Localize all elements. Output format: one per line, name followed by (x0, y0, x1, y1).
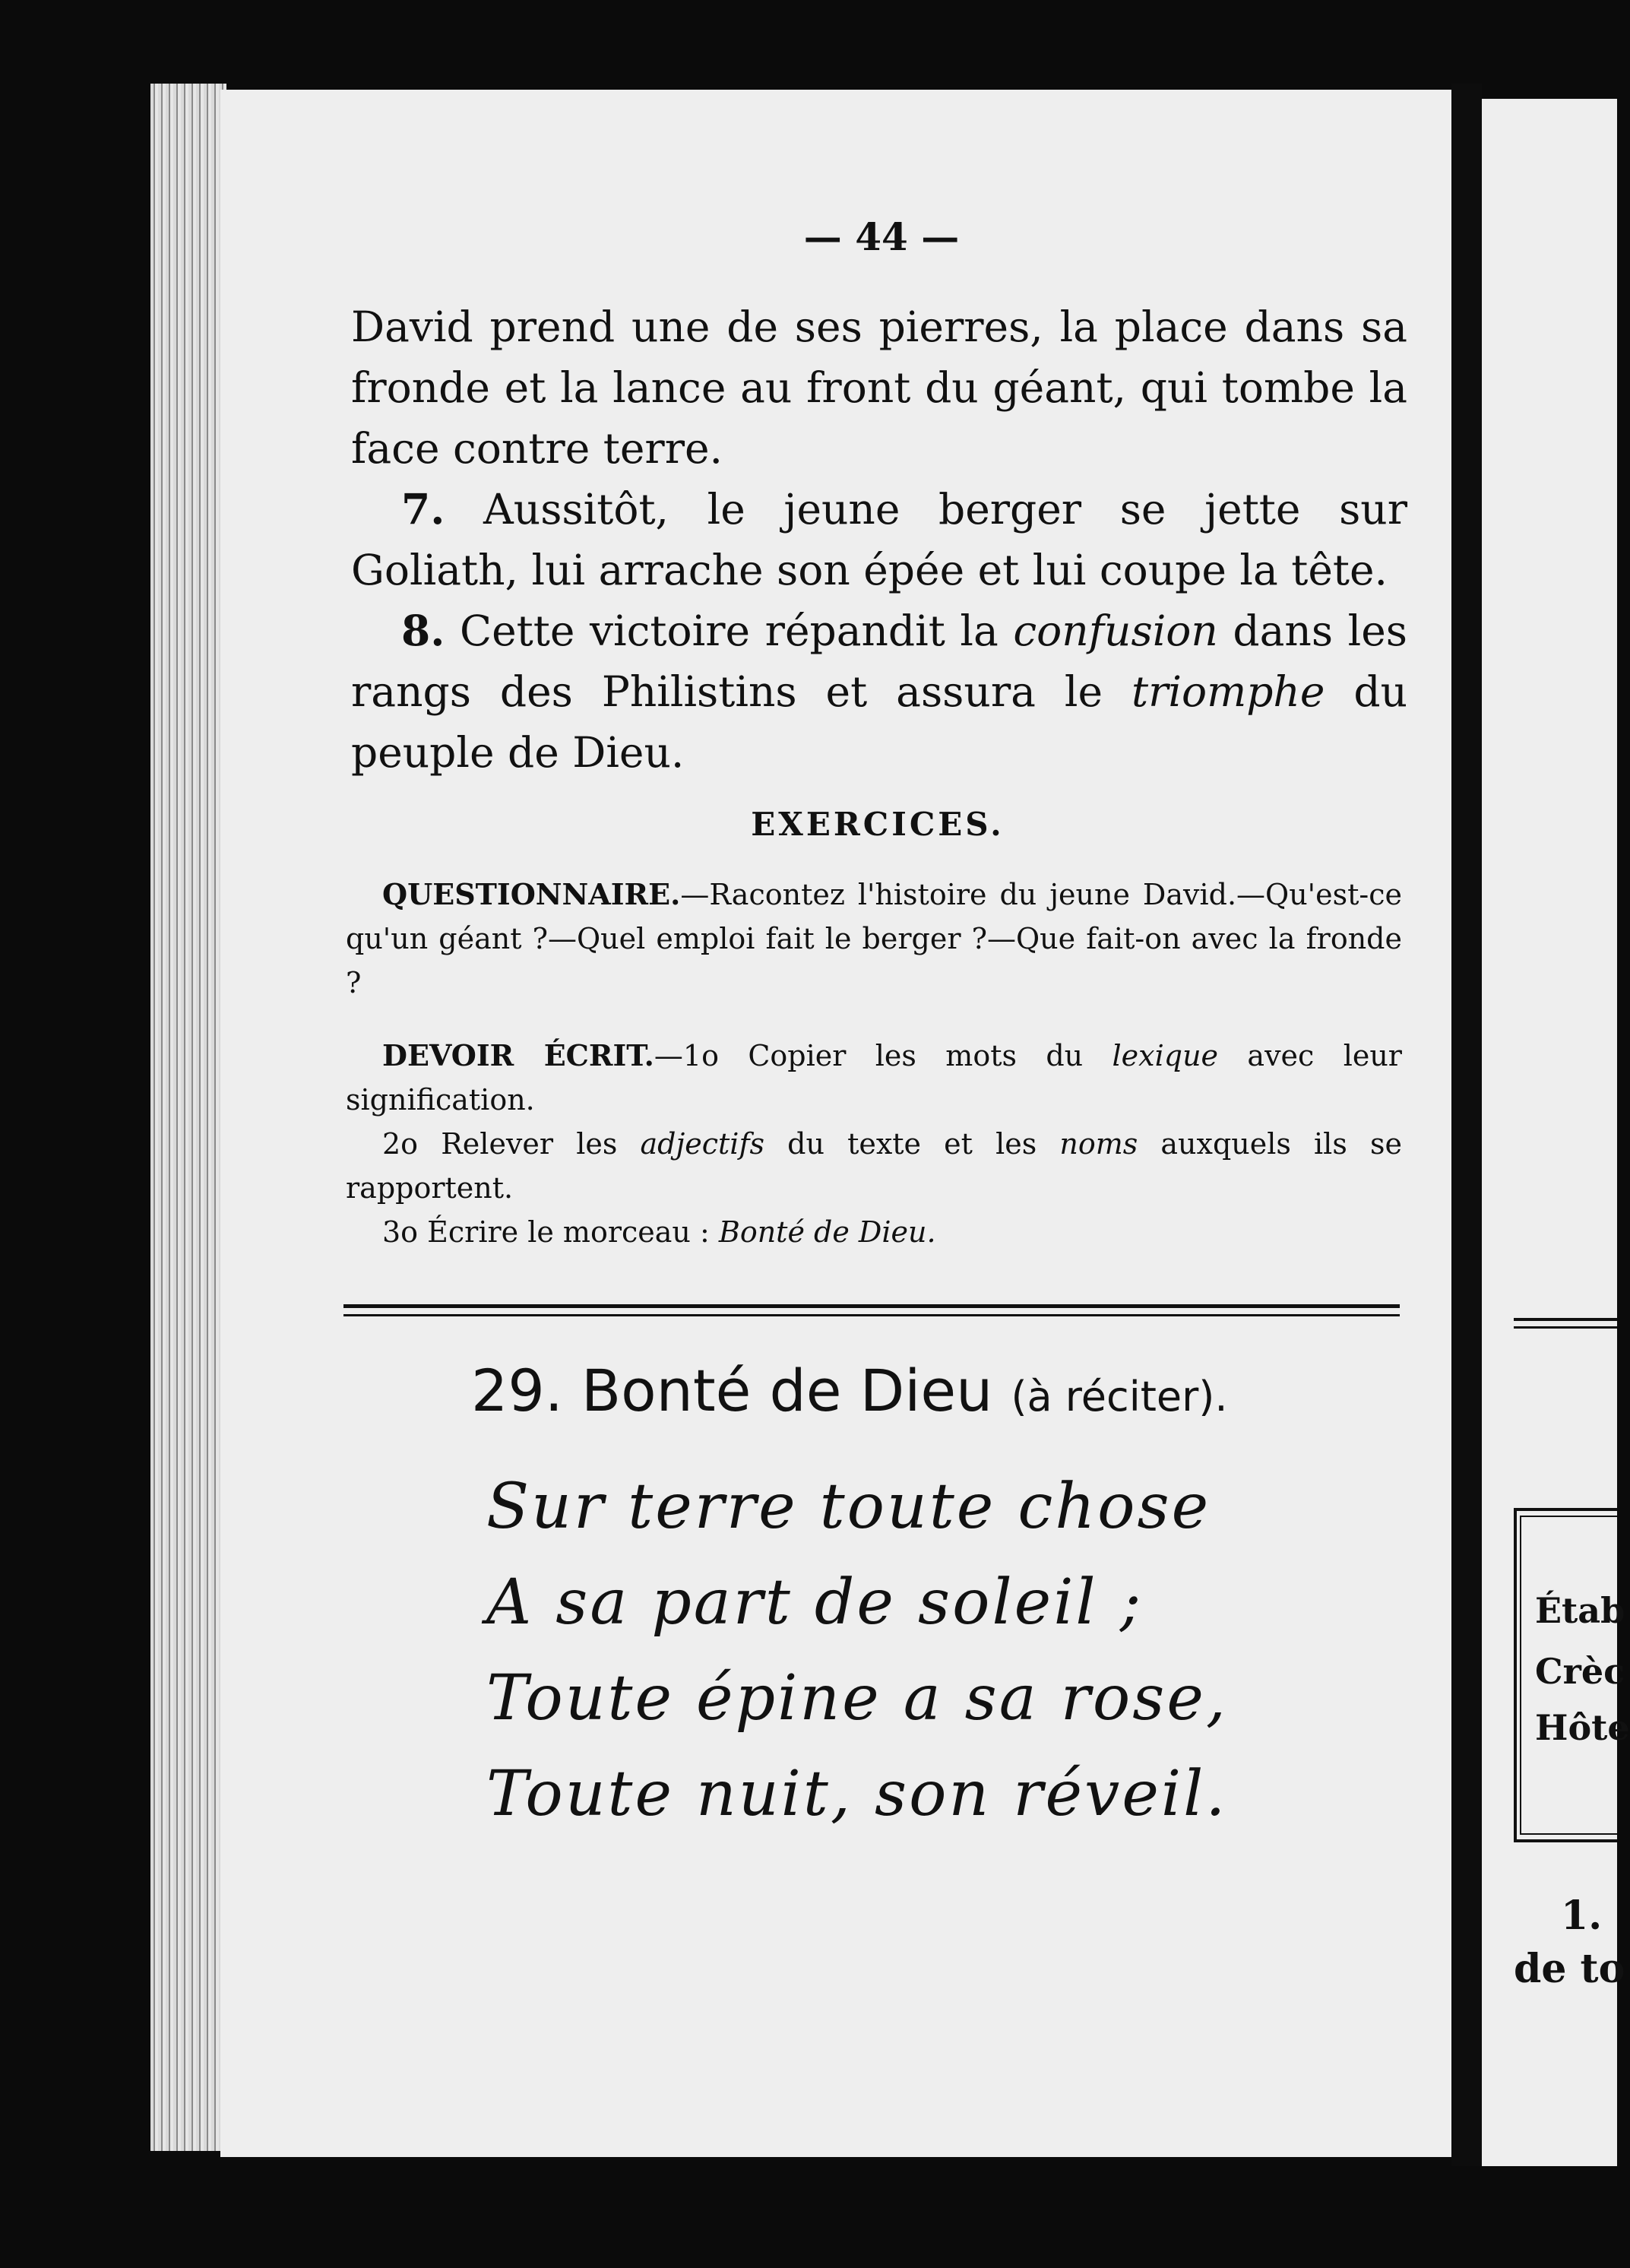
devoir-block: DEVOIR ÉCRIT.—1o Copier les mots du lexique avec leur signification. 2o Relever les adjectifs du texte et les noms auxquels ils se rapportent. 3o Écrire le morceau : Bonté de Dieu. (346, 1038, 1402, 1249)
lesson-title: 29. Bonté de Dieu (à réciter). (471, 1357, 1228, 1424)
exercices-heading: EXERCICES. (751, 806, 1005, 843)
facing-page-divider (1514, 1318, 1617, 1329)
facing-page-text: Crèc (1535, 1651, 1625, 1692)
facing-page-text: Étab (1535, 1590, 1625, 1631)
passage (351, 296, 1407, 783)
section-divider (343, 1304, 1400, 1316)
poem-line: Toute épine a sa rose, (486, 1662, 1228, 1734)
page-number: — 44 — (803, 214, 960, 259)
poem (486, 1459, 1398, 1842)
facing-page (1482, 99, 1617, 2166)
questionnaire-label: QUESTIONNAIRE. (382, 877, 681, 911)
devoir-label: DEVOIR ÉCRIT. (382, 1038, 654, 1072)
facing-page-number: 1. (1561, 1893, 1603, 1939)
questionnaire-block: QUESTIONNAIRE.—Racontez l'histoire du jeune David.—Qu'est-ce qu'un géant ?—Quel emploi fait le berger ?—Que fait-on avec la fronde ? (346, 877, 1402, 999)
poem-line: Sur terre toute chose (486, 1471, 1211, 1543)
book-gutter (1451, 84, 1482, 2166)
facing-page-text: Hôte (1535, 1707, 1630, 1748)
facing-page-text: de to (1514, 1946, 1625, 1992)
poem-line: A sa part de soleil ; (486, 1566, 1144, 1639)
poem-line: Toute nuit, son réveil. (486, 1758, 1228, 1830)
passage-paragraph: David prend une de ses pierres, la place dans sa fronde et la lance au front du géant, qui tombe la face contre terre. (351, 303, 1407, 473)
page-stack-edge (150, 84, 226, 2151)
passage-paragraph: 8. Cette victoire répandit la confusion dans les rangs des Philistins et assura le triomphe du peuple de Dieu. (351, 606, 1408, 777)
passage-paragraph: 7. Aussitôt, le jeune berger se jette sur Goliath, lui arrache son épée et lui coupe la tête. (351, 484, 1408, 594)
